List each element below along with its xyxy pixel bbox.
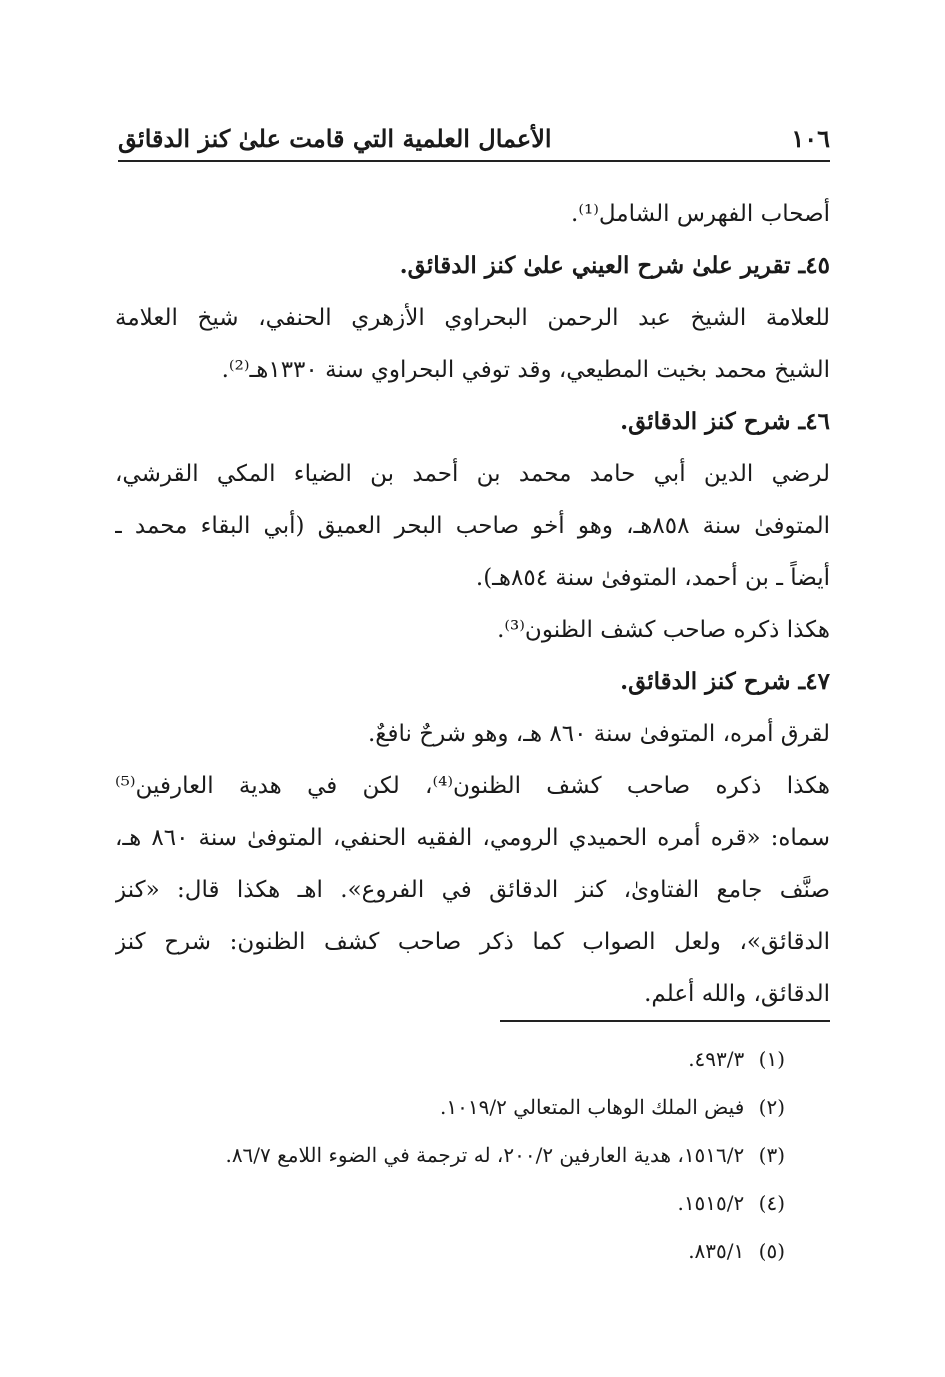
footnote-text: فيض الملك الوهاب المتعالي ١٠١٩/٢. (440, 1095, 745, 1119)
footnote-text: ١٥١٥/٢. (677, 1191, 745, 1215)
footnote (105, 1083, 785, 1131)
footnote (105, 1035, 785, 1083)
text-line: صنَّف جامع الفتاوىٰ، كنز الدقائق في الفروع». اهـ هكذا قال: «كنز (115, 877, 830, 903)
text-line: لرضي الدين أبي حامد محمد بن أحمد بن الضياء المكي القرشي، (115, 461, 830, 487)
footnote (105, 1131, 785, 1179)
footnote-number: (٣) (758, 1143, 785, 1167)
footnote (105, 1227, 785, 1275)
text-line: سماه: «قره أمره الحميدي الرومي، الفقيه الحنفي، المتوفىٰ سنة ٨٦٠ هـ، (115, 825, 830, 851)
page-header (118, 120, 830, 162)
text-line: لقرق أمره، المتوفىٰ سنة ٨٦٠ هـ، وهو شرحٌ نافعٌ. (367, 721, 830, 747)
footnote-number: (٥) (758, 1239, 785, 1263)
footnote-number: (٢) (758, 1095, 785, 1119)
footnote-number: (١) (758, 1047, 785, 1071)
footnote-text: ٤٩٣/٣. (688, 1047, 745, 1071)
running-title: الأعمال العلمية التي قامت علىٰ كنز الدقائق (118, 124, 552, 153)
text-line: هكذا ذكره صاحب كشف الظنون⁽³⁾. (497, 617, 830, 643)
section-heading-45: ٤٥ـ تقرير علىٰ شرح العيني علىٰ كنز الدقائق. (399, 252, 830, 279)
footnote-text: ١٥١٦/٢، هدية العارفين ٢٠٠/٢، له ترجمة في الضوء اللامع ٨٦/٧. (225, 1143, 745, 1167)
footnote (105, 1179, 785, 1227)
text-line: هكذا ذكره صاحب كشف الظنون⁽⁴⁾، لكن في هدية العارفين⁽⁵⁾ (115, 773, 830, 799)
text-line: الدقائق، والله أعلم. (644, 981, 830, 1007)
footnote-text: ٨٣٥/١. (688, 1239, 745, 1263)
text-line: أيضاً ـ بن أحمد، المتوفىٰ سنة ٨٥٤هـ). (475, 565, 830, 591)
text-line: أصحاب الفهرس الشامل⁽¹⁾. (571, 201, 830, 227)
text-line: للعلامة الشيخ عبد الرحمن البحراوي الأزهري الحنفي، شيخ العلامة (115, 305, 830, 331)
footnote-number: (٤) (758, 1191, 785, 1215)
text-line: الشيخ محمد بخيت المطيعي، وقد توفي البحراوي سنة ١٣٣٠هـ⁽²⁾. (221, 357, 830, 383)
section-heading-47: ٤٧ـ شرح كنز الدقائق. (620, 668, 830, 695)
footnote-divider (500, 1020, 830, 1022)
section-heading-46: ٤٦ـ شرح كنز الدقائق. (620, 408, 830, 435)
text-line: الدقائق»، ولعل الصواب كما ذكر صاحب كشف الظنون: شرح كنز (115, 929, 830, 955)
page-number: ١٠٦ (791, 124, 830, 153)
text-line: المتوفىٰ سنة ٨٥٨هـ، وهو أخو صاحب البحر العميق (أبي البقاء محمد ـ (115, 513, 830, 539)
main-text (115, 188, 830, 1020)
footnotes (105, 1035, 785, 1275)
